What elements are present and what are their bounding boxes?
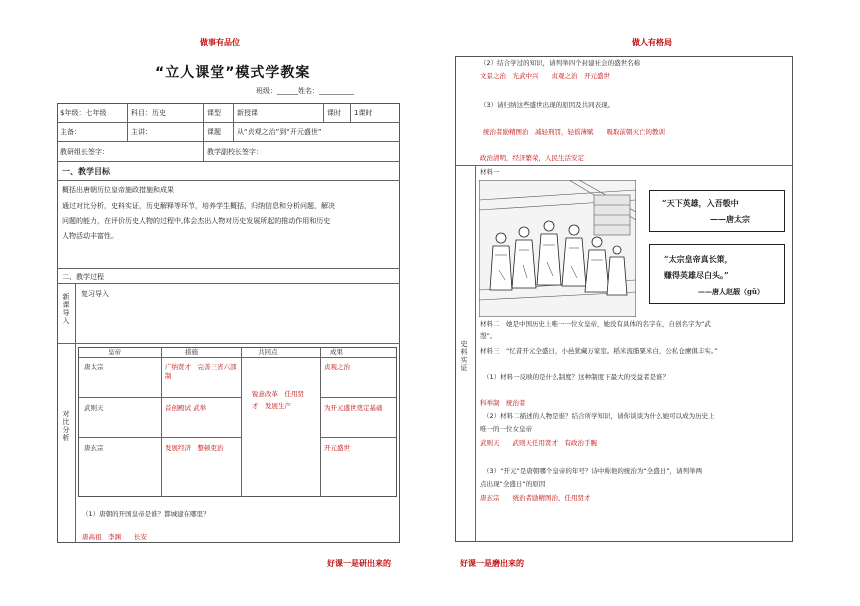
measures-wuzetian: 首创殿试 武举 [165, 404, 207, 412]
right-answer-2: 武则天 武则天任用贤才 有政治手腕 [480, 439, 597, 447]
process-heading: 二、教学过程 [62, 273, 104, 281]
subject-cell: 科目：历史 [131, 109, 166, 117]
hours-label: 课时 [327, 109, 341, 117]
evidence-side-label: 史料实证 [460, 340, 468, 372]
material-1-label: 材料一 [480, 168, 500, 176]
right-question-2a: （2）材料二描述的人物是谁？结合所学知识，请你谈谈为什么她可以成为历史上 [483, 412, 715, 420]
material-2-cont: 曌”。 [480, 332, 497, 340]
hours-value: 1课时 [354, 109, 373, 117]
grade-cell: $年级：七年级 [60, 109, 107, 117]
page-title: “立人课堂”模式学教案 [155, 65, 311, 81]
topic-label: 课题 [207, 128, 221, 136]
col-result: 成果 [330, 348, 343, 356]
right-answer-1: 科举制 统治者 [480, 399, 526, 407]
lesson-type-value: 新授课 [237, 109, 258, 117]
col-common: 共同点 [258, 348, 278, 356]
topic-value: 从“贞观之治”到“开元盛世” [237, 128, 322, 136]
header-right-motto: 做人有格局 [632, 38, 672, 47]
measures-xuanzong: 发展经济 整顿吏治 [165, 444, 224, 452]
goal-line-1: 概括出唐朝历位皇帝施政措施和成果 [62, 186, 174, 194]
group-leader-signature: 教研组长签字： [60, 148, 109, 156]
material-3: 材料三 “忆昔开元全盛日，小邑犹藏万家室。稻米流脂粟米白，公私仓廪俱丰实。” [480, 347, 718, 355]
emperor-xuanzong: 唐玄宗 [84, 444, 104, 452]
right-question-3a: （3）“开元”是唐朝哪个皇帝的年号？诗中称他的统治为“全盛日”，请列举两 [483, 467, 703, 475]
quote-1-line-2: ——唐太宗 [710, 214, 750, 224]
goal-line-4: 人物活动丰富性。 [62, 232, 118, 240]
lesson-type-label: 课型 [207, 109, 221, 117]
common-points: 锐意改革 任用贤才 发展生产 [252, 390, 304, 410]
question-2: （2）结合学过的知识，请列举四个封建社会的盛世名称 [480, 59, 641, 67]
quote-2-line-2: 赚得英雄尽白头。” [664, 270, 729, 280]
right-answer-3: 唐玄宗 统治者励精图治，任用贤才 [480, 494, 591, 502]
goals-heading: 一、教学目标 [62, 167, 110, 176]
answer-1: 唐高祖 李渊 长安 [82, 533, 147, 541]
vice-principal-signature: 教学副校长签字： [207, 148, 263, 156]
intro-side-label: 新课导入 [62, 293, 70, 325]
right-question-2b: 唯一的一位女皇帝 [480, 425, 532, 433]
quote-2-line-3: ——唐人赵嘏（gǔ） [698, 287, 764, 296]
imperial-court-illustration [479, 180, 636, 317]
preparer-cell: 主备： [60, 128, 81, 136]
col-measures: 措施 [185, 348, 198, 356]
material-2: 材料二 她是中国历史上唯一一位女皇帝，她没有具体的名字在，自创名字为“武 [480, 320, 711, 328]
answer-3b: 政治清明，经济繁荣，人民生活安定 [480, 154, 584, 162]
lecturer-cell: 主讲： [131, 128, 152, 136]
result-wuzetian: 为开元盛世奠定基础 [324, 404, 383, 412]
question-3: （3）请归纳这些盛世出现的原因及共同表现。 [480, 101, 615, 109]
header-left-motto: 做事有品位 [200, 38, 240, 47]
emperor-wuzetian: 武则天 [84, 404, 104, 412]
class-name-line: 班级：______姓名：__________ [256, 87, 354, 95]
quote-2-line-1: “太宗皇帝真长策， [664, 254, 733, 264]
intro-text: 复习导入 [81, 290, 109, 298]
quote-box-1 [649, 190, 785, 232]
emperor-taizong: 唐太宗 [84, 363, 104, 371]
question-1: （1）唐朝的开国皇帝是谁？都城建在哪里？ [82, 510, 210, 518]
result-xuanzong: 开元盛世 [324, 444, 350, 452]
col-emperor: 皇帝 [108, 348, 121, 356]
compare-side-label: 对比分析 [62, 410, 70, 442]
goal-line-3: 问题的能力，在评价历史人物的过程中,体会杰出人物对历史发展所起的推动作用和历史 [62, 217, 331, 225]
result-taizong: 贞观之治 [324, 363, 350, 371]
measures-taizong: 广纳贤才 完善三省六部制 [165, 363, 237, 380]
right-question-1: （1）材料一反映的是什么制度？这种制度下最大的受益者是谁？ [483, 373, 670, 381]
goal-line-2: 通过对比分析，史料实证，历史解释等环节，培养学生概括，归纳信息和分析问题，解决 [62, 202, 335, 210]
footer-right: 好课一是磨出来的 [460, 559, 524, 568]
footer-left: 好课一是研出来的 [327, 559, 391, 568]
right-question-3b: 点出现“全盛日”的原因 [480, 480, 546, 488]
quote-box-2 [649, 244, 785, 304]
answer-3a: 统治者励精图治 减轻刑罚，轻徭薄赋 吸取前朝灭亡的教训 [483, 128, 665, 136]
answer-2: 文景之治 光武中兴 贞观之治 开元盛世 [480, 72, 610, 80]
quote-1-line-1: “天下英雄，入吾彀中 [662, 198, 739, 208]
